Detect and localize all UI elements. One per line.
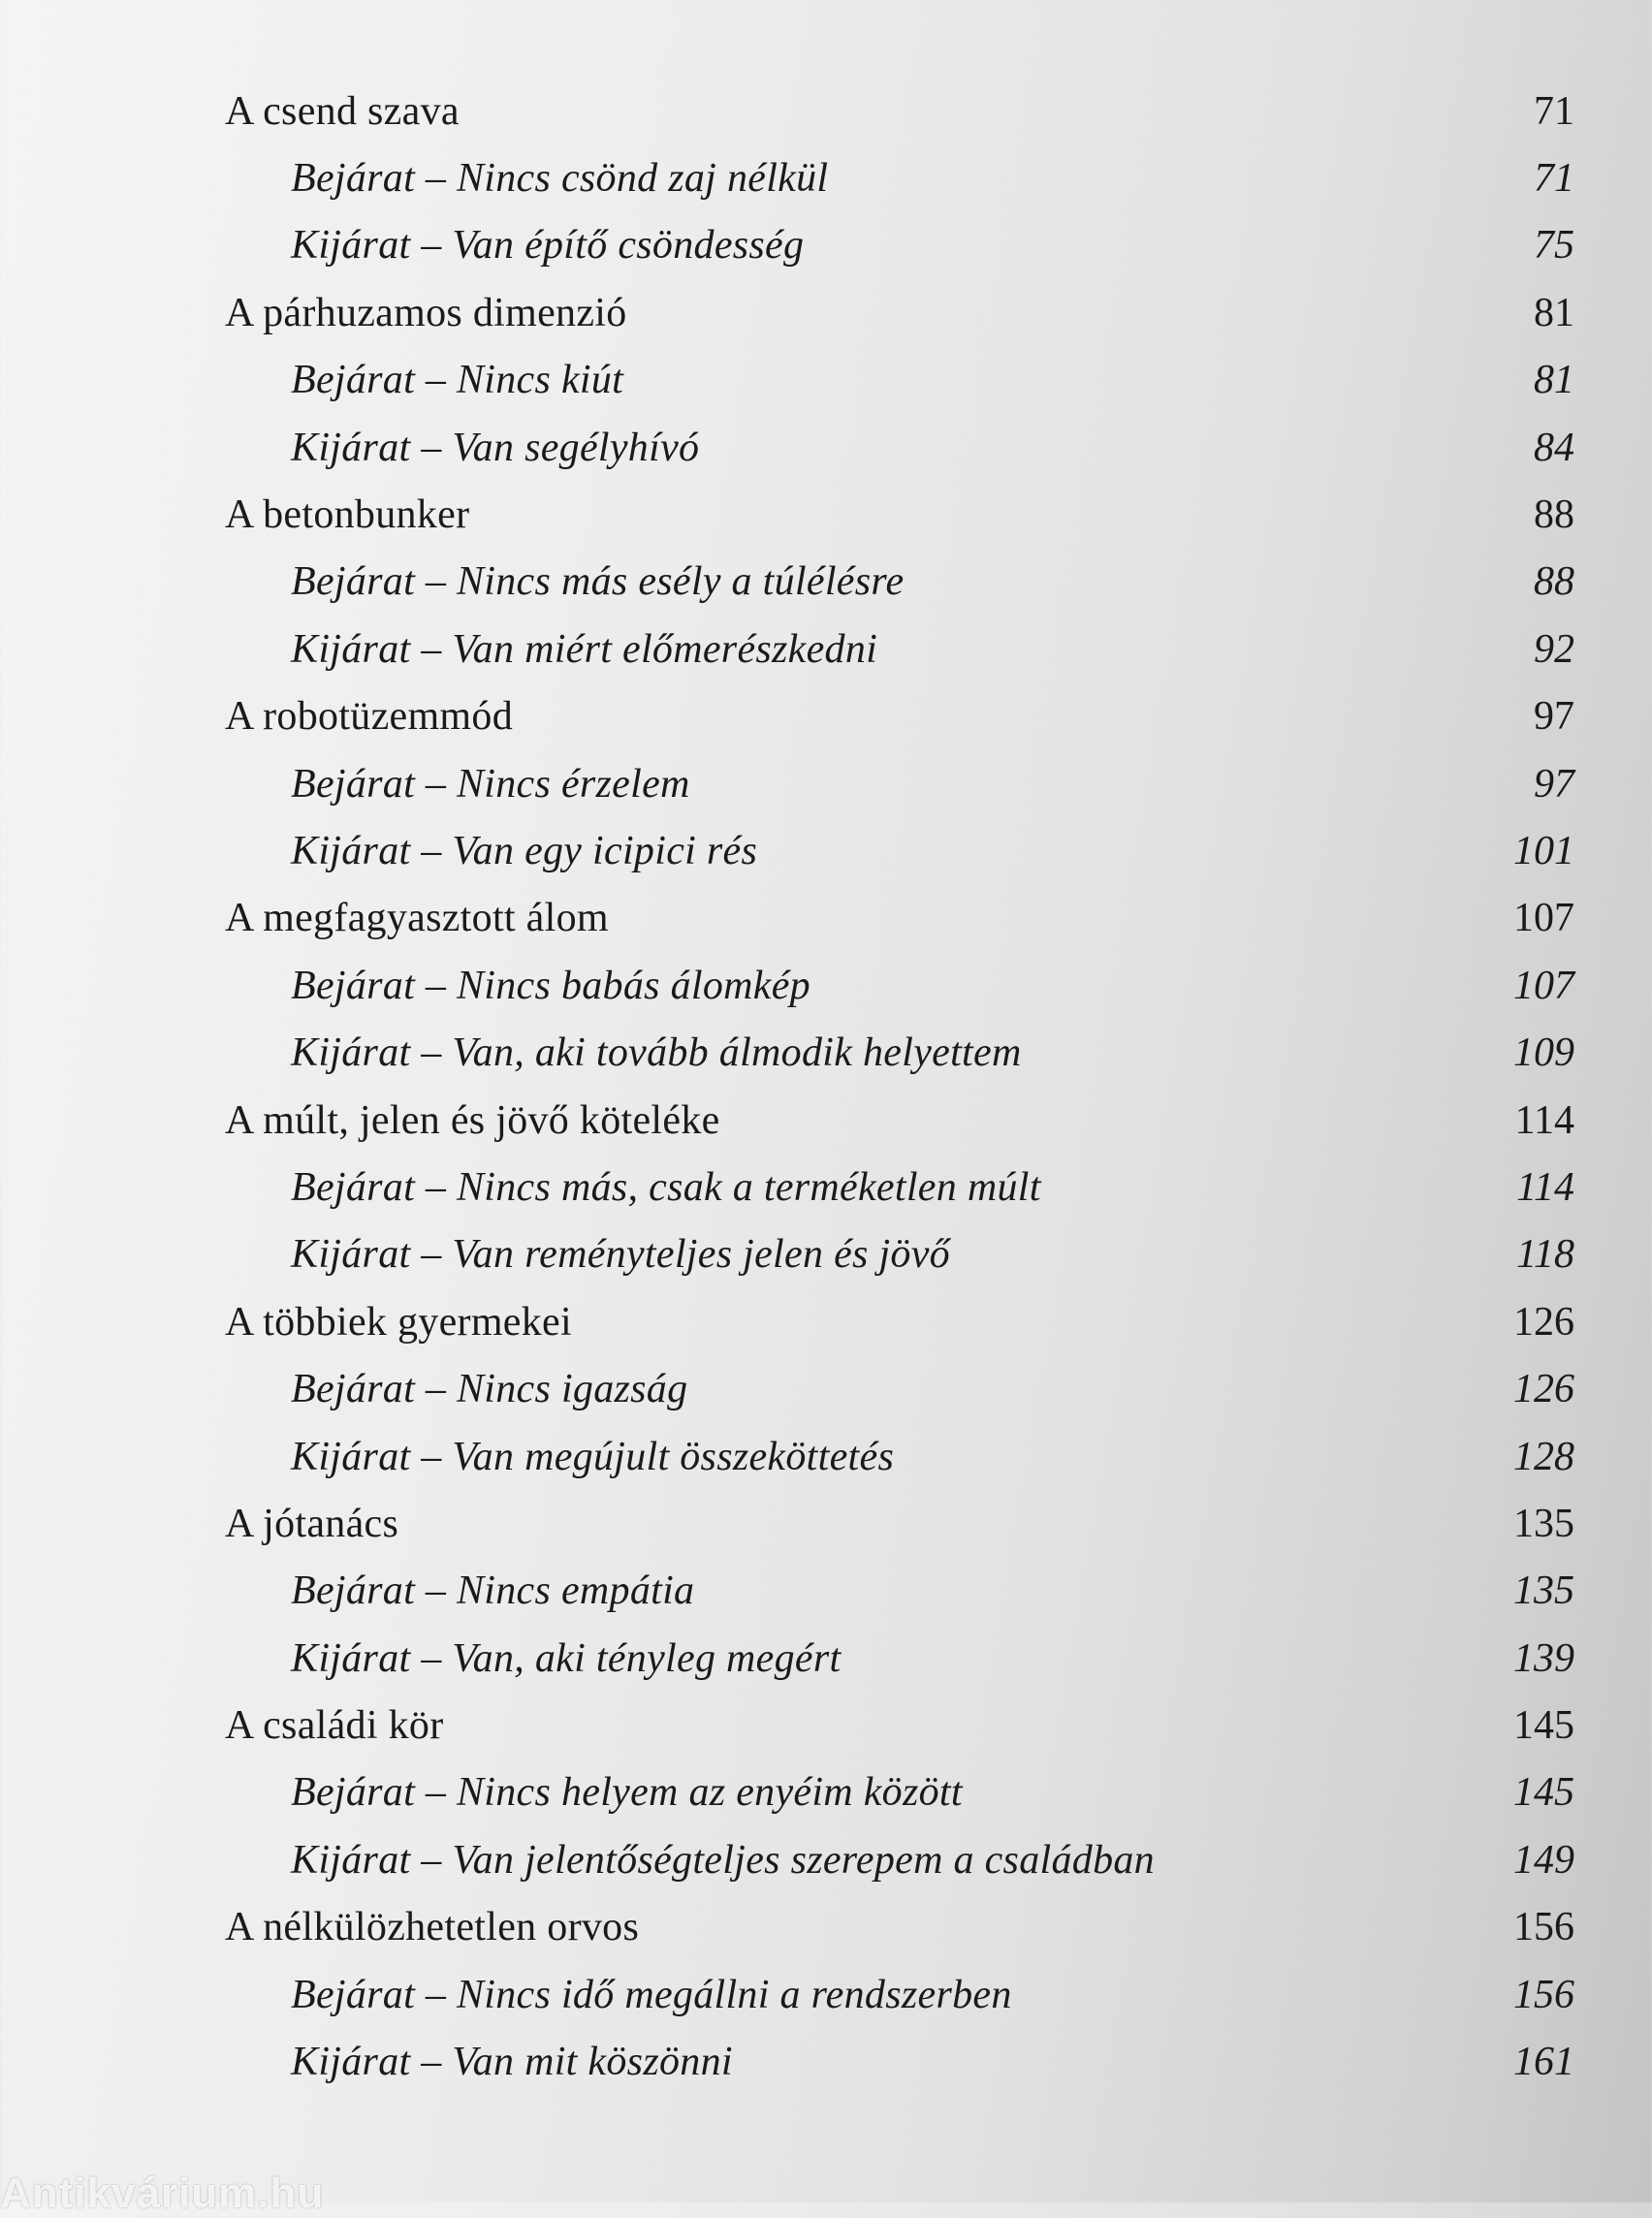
toc-subsection-entry-page-number: 156 <box>1513 1972 1574 2017</box>
toc-chapter-entry <box>225 683 1574 750</box>
toc-chapter-entry-title: A párhuzamos dimenzió <box>225 290 627 335</box>
toc-chapter-entry-title: A betonbunker <box>225 492 470 538</box>
toc-chapter-entry-title: A megfagyasztott álom <box>225 896 609 941</box>
toc-subsection-entry-page-number: 75 <box>1534 223 1574 269</box>
toc-chapter <box>225 78 1574 279</box>
toc-subsection-entry-page-number: 92 <box>1534 626 1574 672</box>
toc-chapter-entry <box>225 885 1574 952</box>
toc-chapter <box>225 1288 1574 1490</box>
toc-subsection-entry-page-number: 97 <box>1534 761 1574 807</box>
toc-subsection-entry-title: Bejárat – Nincs idő megállni a rendszerben <box>291 1972 1012 2017</box>
toc-subsection-entry-title: Kijárat – Van, aki tényleg megért <box>291 1635 842 1681</box>
toc-chapter <box>225 1490 1574 1692</box>
toc-subsection-entry <box>225 952 1574 1019</box>
toc-chapter-entry <box>225 1490 1574 1557</box>
toc-chapter-entry <box>225 481 1574 548</box>
toc-subsection-entry <box>225 414 1574 481</box>
toc-subsection-entry-title: Bejárat – Nincs csönd zaj nélkül <box>291 156 829 202</box>
toc-subsection-entry-page-number: 71 <box>1534 156 1574 202</box>
toc-subsection-entry-page-number: 84 <box>1534 425 1574 470</box>
watermark: Antikvárium.hu <box>0 2170 325 2217</box>
toc-chapter-entry <box>225 279 1574 346</box>
toc-subsection-entry-page-number: 81 <box>1534 358 1574 403</box>
toc-subsection-entry <box>225 1221 1574 1288</box>
toc-subsection-entry <box>225 1355 1574 1422</box>
toc-chapter-entry-page-number: 156 <box>1513 1905 1574 1950</box>
toc-chapter-entry-title: A jótanács <box>225 1501 399 1546</box>
toc-subsection-entry <box>225 1423 1574 1490</box>
toc-subsection-entry-title: Kijárat – Van, aki tovább álmodik helyettem <box>291 1030 1022 1076</box>
toc-subsection-entry-title: Kijárat – Van segélyhívó <box>291 425 700 470</box>
toc-subsection-entry <box>225 2028 1574 2095</box>
toc-chapter-entry-title: A nélkülözhetetlen orvos <box>225 1905 640 1950</box>
toc-subsection-entry <box>225 616 1574 682</box>
toc-subsection-entry <box>225 347 1574 414</box>
toc-subsection-entry <box>225 549 1574 616</box>
toc-chapter <box>225 885 1574 1087</box>
toc-subsection-entry <box>225 212 1574 279</box>
toc-subsection-entry-page-number: 118 <box>1516 1232 1574 1278</box>
toc-chapter <box>225 1692 1574 1893</box>
toc-chapter-entry <box>225 1288 1574 1355</box>
toc-subsection-entry <box>225 750 1574 817</box>
toc-subsection-entry-title: Bejárat – Nincs igazság <box>291 1367 688 1412</box>
toc-subsection-entry-page-number: 161 <box>1513 2040 1574 2085</box>
toc-chapter-entry <box>225 1692 1574 1759</box>
toc-chapter-entry-page-number: 81 <box>1534 290 1574 335</box>
toc-subsection-entry <box>225 1759 1574 1826</box>
toc-subsection-entry <box>225 144 1574 211</box>
toc-subsection-entry-title: Kijárat – Van építő csöndesség <box>291 223 805 269</box>
toc-subsection-entry-title: Kijárat – Van megújult összeköttetés <box>291 1434 895 1479</box>
toc-subsection-entry <box>225 1019 1574 1086</box>
toc-subsection-entry <box>225 1558 1574 1625</box>
toc-subsection-entry-page-number: 107 <box>1513 963 1574 1008</box>
toc-chapter-entry <box>225 1087 1574 1154</box>
toc-subsection-entry <box>225 1625 1574 1692</box>
toc-chapter-entry-title: A robotüzemmód <box>225 694 513 740</box>
toc-subsection-entry-page-number: 126 <box>1513 1367 1574 1412</box>
toc-chapter <box>225 1894 1574 2096</box>
toc-subsection-entry-title: Kijárat – Van egy icipici rés <box>291 828 758 873</box>
toc-chapter <box>225 683 1574 885</box>
toc-subsection-entry-page-number: 88 <box>1534 559 1574 605</box>
toc-subsection-entry-title: Bejárat – Nincs érzelem <box>291 761 690 807</box>
toc-subsection-entry-page-number: 109 <box>1513 1030 1574 1076</box>
toc-chapter-entry <box>225 1894 1574 1961</box>
toc-subsection-entry-page-number: 101 <box>1513 828 1574 873</box>
toc-subsection-entry <box>225 1826 1574 1893</box>
toc-chapter <box>225 279 1574 481</box>
toc-subsection-entry-page-number: 135 <box>1513 1568 1574 1614</box>
toc-subsection-entry-title: Bejárat – Nincs empátia <box>291 1568 695 1614</box>
toc-chapter-entry <box>225 78 1574 144</box>
toc-chapter-entry-title: A családi kör <box>225 1703 444 1749</box>
toc-subsection-entry-page-number: 139 <box>1513 1635 1574 1681</box>
table-of-contents <box>225 78 1574 2096</box>
toc-subsection-entry-title: Kijárat – Van reményteljes jelen és jövő <box>291 1232 950 1278</box>
toc-subsection-entry-title: Kijárat – Van mit köszönni <box>291 2040 733 2085</box>
toc-subsection-entry-title: Bejárat – Nincs más, csak a terméketlen múlt <box>291 1164 1041 1210</box>
toc-chapter-entry-page-number: 114 <box>1514 1097 1574 1143</box>
toc-subsection-entry-page-number: 145 <box>1513 1770 1574 1816</box>
toc-chapter-entry-page-number: 126 <box>1513 1299 1574 1345</box>
toc-subsection-entry-title: Bejárat – Nincs babás álomkép <box>291 963 810 1008</box>
toc-chapter-entry-page-number: 107 <box>1513 896 1574 941</box>
toc-subsection-entry-title: Kijárat – Van miért előmerészkedni <box>291 626 878 672</box>
toc-chapter-entry-page-number: 71 <box>1534 88 1574 134</box>
toc-chapter-entry-page-number: 88 <box>1534 492 1574 538</box>
toc-chapter-entry-page-number: 145 <box>1513 1703 1574 1749</box>
toc-chapter-entry-title: A múlt, jelen és jövő köteléke <box>225 1097 720 1143</box>
toc-subsection-entry <box>225 817 1574 884</box>
toc-subsection-entry-title: Kijárat – Van jelentőségteljes szerepem a családban <box>291 1837 1155 1883</box>
toc-subsection-entry-title: Bejárat – Nincs más esély a túlélésre <box>291 559 905 605</box>
toc-subsection-entry-title: Bejárat – Nincs helyem az enyéim között <box>291 1770 963 1816</box>
toc-subsection-entry <box>225 1154 1574 1220</box>
toc-chapter-entry-title: A többiek gyermekei <box>225 1299 572 1345</box>
toc-chapter-entry-title: A csend szava <box>225 88 460 134</box>
toc-subsection-entry-page-number: 114 <box>1516 1164 1574 1210</box>
toc-chapter <box>225 481 1574 682</box>
toc-chapter-entry-page-number: 135 <box>1513 1501 1574 1546</box>
toc-chapter-entry-page-number: 97 <box>1534 694 1574 740</box>
toc-subsection-entry-page-number: 128 <box>1513 1434 1574 1479</box>
toc-subsection-entry-page-number: 149 <box>1513 1837 1574 1883</box>
toc-subsection-entry <box>225 1961 1574 2028</box>
toc-chapter <box>225 1087 1574 1288</box>
toc-subsection-entry-title: Bejárat – Nincs kiút <box>291 358 624 403</box>
